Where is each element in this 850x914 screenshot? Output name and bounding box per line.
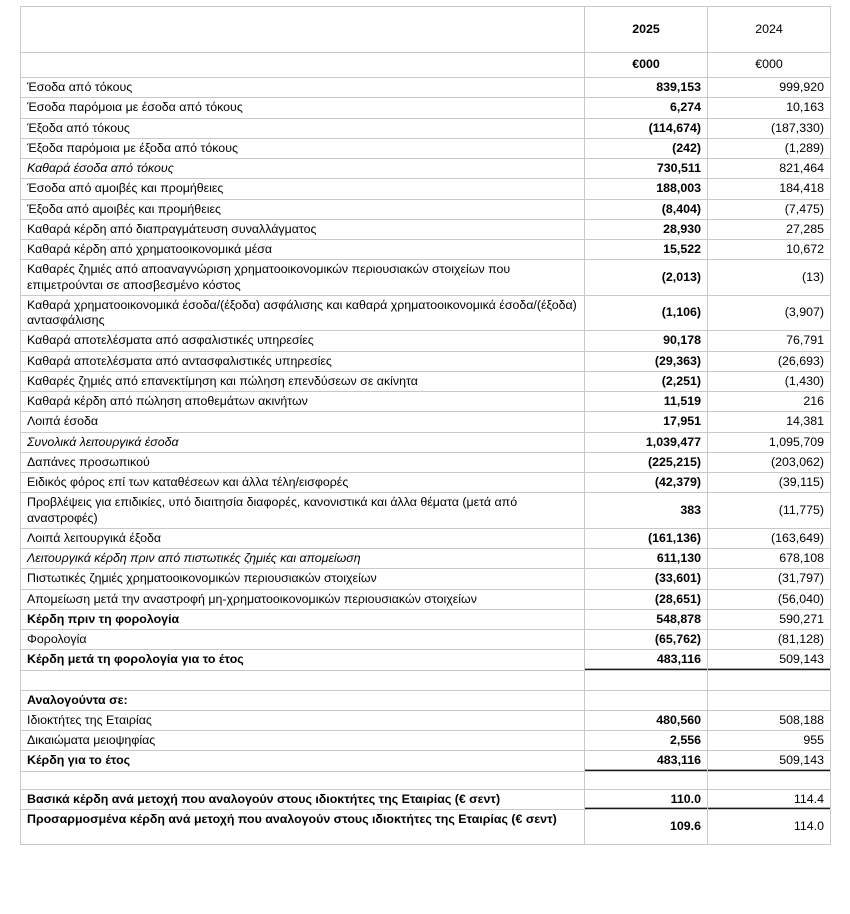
table-row (21, 630, 831, 650)
row-label: Έξοδα από τόκους (21, 118, 585, 138)
table-body (21, 7, 831, 845)
row-value-current: (33,601) (585, 569, 708, 589)
row-value-prior: (81,128) (708, 630, 831, 650)
table-row (21, 392, 831, 412)
row-label: Πιστωτικές ζημιές χρηματοοικονομικών περιουσιακών στοιχείων (21, 569, 585, 589)
table-row (21, 240, 831, 260)
row-value-current: (42,379) (585, 473, 708, 493)
table-row (21, 528, 831, 548)
table-row-total (21, 751, 831, 771)
row-value-current: 110.0 (585, 789, 708, 809)
row-value-current: 188,003 (585, 179, 708, 199)
row-value-current: (225,215) (585, 452, 708, 472)
row-label: Λοιπά έσοδα (21, 412, 585, 432)
row-value-current: (1,106) (585, 295, 708, 331)
table-row (21, 295, 831, 331)
table-row (21, 710, 831, 730)
row-value-current: 548,878 (585, 609, 708, 629)
row-value-current (585, 670, 708, 690)
row-value-prior: 509,143 (708, 751, 831, 771)
row-label: Δαπάνες προσωπικού (21, 452, 585, 472)
row-value-prior: 821,464 (708, 159, 831, 179)
row-label: Συνολικά λειτουργικά έσοδα (21, 432, 585, 452)
row-value-prior (708, 690, 831, 710)
row-label: Έξοδα παρόμοια με έξοδα από τόκους (21, 138, 585, 158)
row-value-prior: (13) (708, 260, 831, 296)
row-value-current: (114,674) (585, 118, 708, 138)
row-value-prior: 10,163 (708, 98, 831, 118)
table-row-total (21, 650, 831, 670)
row-value-prior (708, 670, 831, 690)
row-label: Προβλέψεις για επιδικίες, υπό διαιτησία διαφορές, κανονιστικά και άλλα θέματα (μετά από αναστροφές) (21, 493, 585, 529)
table-row-spacer (21, 670, 831, 690)
row-value-prior: 508,188 (708, 710, 831, 730)
header-blank-corner (21, 7, 585, 53)
row-value-current: 15,522 (585, 240, 708, 260)
table-row (21, 493, 831, 529)
row-label: Καθαρά αποτελέσματα από αντασφαλιστικές υπηρεσίες (21, 351, 585, 371)
row-label: Καθαρές ζημιές από απoαναγνώριση χρηματοοικονομικών περιουσιακών στοιχείων που επιμετρούνται σε αποσβεσμένο κόστος (21, 260, 585, 296)
row-value-prior: (26,693) (708, 351, 831, 371)
row-value-current: (242) (585, 138, 708, 158)
row-label: Καθαρά κέρδη από πώληση αποθεμάτων ακινήτων (21, 392, 585, 412)
row-label: Κέρδη μετά τη φορολογία για το έτος (21, 650, 585, 670)
income-statement-table (20, 6, 831, 845)
row-value-prior: 114.4 (708, 789, 831, 809)
row-value-current: (29,363) (585, 351, 708, 371)
row-value-prior: (7,475) (708, 199, 831, 219)
row-value-prior: 999,920 (708, 78, 831, 98)
row-value-prior: (203,062) (708, 452, 831, 472)
row-value-current: 383 (585, 493, 708, 529)
row-value-current: 6,274 (585, 98, 708, 118)
header-unit-current: €000 (585, 53, 708, 78)
row-value-prior: 184,418 (708, 179, 831, 199)
row-value-current: 483,116 (585, 751, 708, 771)
row-label: Καθαρά αποτελέσματα από ασφαλιστικές υπηρεσίες (21, 331, 585, 351)
row-value-current: 109.6 (585, 809, 708, 845)
table-row (21, 569, 831, 589)
table-row (21, 260, 831, 296)
table-row-spacer (21, 771, 831, 789)
table-row (21, 412, 831, 432)
row-value-current: (8,404) (585, 199, 708, 219)
table-row (21, 452, 831, 472)
header-year-prior: 2024 (708, 7, 831, 53)
row-label: Καθαρά κέρδη από χρηματοοικονομικά μέσα (21, 240, 585, 260)
row-value-current: (2,013) (585, 260, 708, 296)
table-row (21, 331, 831, 351)
row-value-prior: (163,649) (708, 528, 831, 548)
row-value-current: 11,519 (585, 392, 708, 412)
row-label: Ιδιοκτήτες της Εταιρίας (21, 710, 585, 730)
table-row-section-heading (21, 690, 831, 710)
row-value-current: (28,651) (585, 589, 708, 609)
row-label: Καθαρά έσοδα από τόκους (21, 159, 585, 179)
row-value-current (585, 771, 708, 789)
row-value-prior: 114.0 (708, 809, 831, 845)
table-row-total (21, 609, 831, 629)
row-value-prior: 76,791 (708, 331, 831, 351)
header-unit-blank (21, 53, 585, 78)
row-label: Έσοδα από αμοιβές και προμήθειες (21, 179, 585, 199)
row-value-prior: (187,330) (708, 118, 831, 138)
row-value-current: 730,511 (585, 159, 708, 179)
row-value-current: 839,153 (585, 78, 708, 98)
table-row-subtotal (21, 159, 831, 179)
row-value-current: 480,560 (585, 710, 708, 730)
row-label: Ειδικός φόρος επί των καταθέσεων και άλλα τέλη/εισφορές (21, 473, 585, 493)
table-row (21, 219, 831, 239)
table-row (21, 138, 831, 158)
row-label: Έσοδα από τόκους (21, 78, 585, 98)
row-value-prior: 14,381 (708, 412, 831, 432)
table-row (21, 473, 831, 493)
row-label: Καθαρά κέρδη από διαπραγμάτευση συναλλάγματος (21, 219, 585, 239)
row-value-current: 2,556 (585, 731, 708, 751)
row-label: Βασικά κέρδη ανά μετοχή που αναλογούν στους ιδιοκτήτες της Εταιρίας (€ σεντ) (21, 789, 585, 809)
income-statement-container (20, 6, 830, 845)
row-value-current: (65,762) (585, 630, 708, 650)
table-header-years (21, 7, 831, 53)
row-label: Έσοδα παρόμοια με έσοδα από τόκους (21, 98, 585, 118)
table-header-units (21, 53, 831, 78)
row-value-prior: 590,271 (708, 609, 831, 629)
row-label: Κέρδη για το έτος (21, 751, 585, 771)
header-year-current: 2025 (585, 7, 708, 53)
row-label (21, 670, 585, 690)
row-label: Προσαρμοσμένα κέρδη ανά μετοχή που αναλογούν στους ιδιοκτήτες της Εταιρίας (€ σεντ) (21, 809, 585, 845)
row-value-current: (161,136) (585, 528, 708, 548)
row-value-current: 17,951 (585, 412, 708, 432)
row-label: Δικαιώματα μειοψηφίας (21, 731, 585, 751)
row-value-prior: (11,775) (708, 493, 831, 529)
row-value-current: 483,116 (585, 650, 708, 670)
table-row (21, 371, 831, 391)
row-value-prior: 216 (708, 392, 831, 412)
table-row (21, 199, 831, 219)
row-label: Κέρδη πριν τη φορολογία (21, 609, 585, 629)
row-value-prior: 678,108 (708, 549, 831, 569)
row-value-prior: (1,430) (708, 371, 831, 391)
header-unit-prior: €000 (708, 53, 831, 78)
table-row (21, 351, 831, 371)
row-label: Λοιπά λειτουργικά έξοδα (21, 528, 585, 548)
table-row-eps-adjusted (21, 809, 831, 845)
row-label: Έξοδα από αμοιβές και προμήθειες (21, 199, 585, 219)
row-value-current (585, 690, 708, 710)
row-value-current: 90,178 (585, 331, 708, 351)
row-value-current: (2,251) (585, 371, 708, 391)
row-value-current: 1,039,477 (585, 432, 708, 452)
row-value-prior: (56,040) (708, 589, 831, 609)
row-value-current: 28,930 (585, 219, 708, 239)
row-value-current: 611,130 (585, 549, 708, 569)
row-value-prior: (1,289) (708, 138, 831, 158)
table-row (21, 731, 831, 751)
table-row-subtotal (21, 432, 831, 452)
row-label: Αναλογούντα σε: (21, 690, 585, 710)
row-label: Φορολογία (21, 630, 585, 650)
row-label: Λειτουργικά κέρδη πριν από πιστωτικές ζημιές και απομείωση (21, 549, 585, 569)
row-label: Απομείωση μετά την αναστροφή μη-χρηματοοικονομικών περιουσιακών στοιχείων (21, 589, 585, 609)
row-value-prior: (3,907) (708, 295, 831, 331)
table-row (21, 179, 831, 199)
row-label (21, 771, 585, 789)
row-value-prior: 509,143 (708, 650, 831, 670)
row-value-prior (708, 771, 831, 789)
row-value-prior: (31,797) (708, 569, 831, 589)
row-value-prior: 27,285 (708, 219, 831, 239)
table-row (21, 78, 831, 98)
table-row-eps-basic (21, 789, 831, 809)
table-row (21, 118, 831, 138)
row-value-prior: 10,672 (708, 240, 831, 260)
table-row-subtotal (21, 549, 831, 569)
row-label: Καθαρές ζημιές από επανεκτίμηση και πώληση επενδύσεων σε ακίνητα (21, 371, 585, 391)
table-row (21, 98, 831, 118)
row-label: Καθαρά χρηματοοικονομικά έσοδα/(έξοδα) ασφάλισης και καθαρά χρηματοοικονομικά έσοδα/(έξοδα) αντασφάλισης (21, 295, 585, 331)
row-value-prior: 955 (708, 731, 831, 751)
table-row (21, 589, 831, 609)
row-value-prior: (39,115) (708, 473, 831, 493)
row-value-prior: 1,095,709 (708, 432, 831, 452)
